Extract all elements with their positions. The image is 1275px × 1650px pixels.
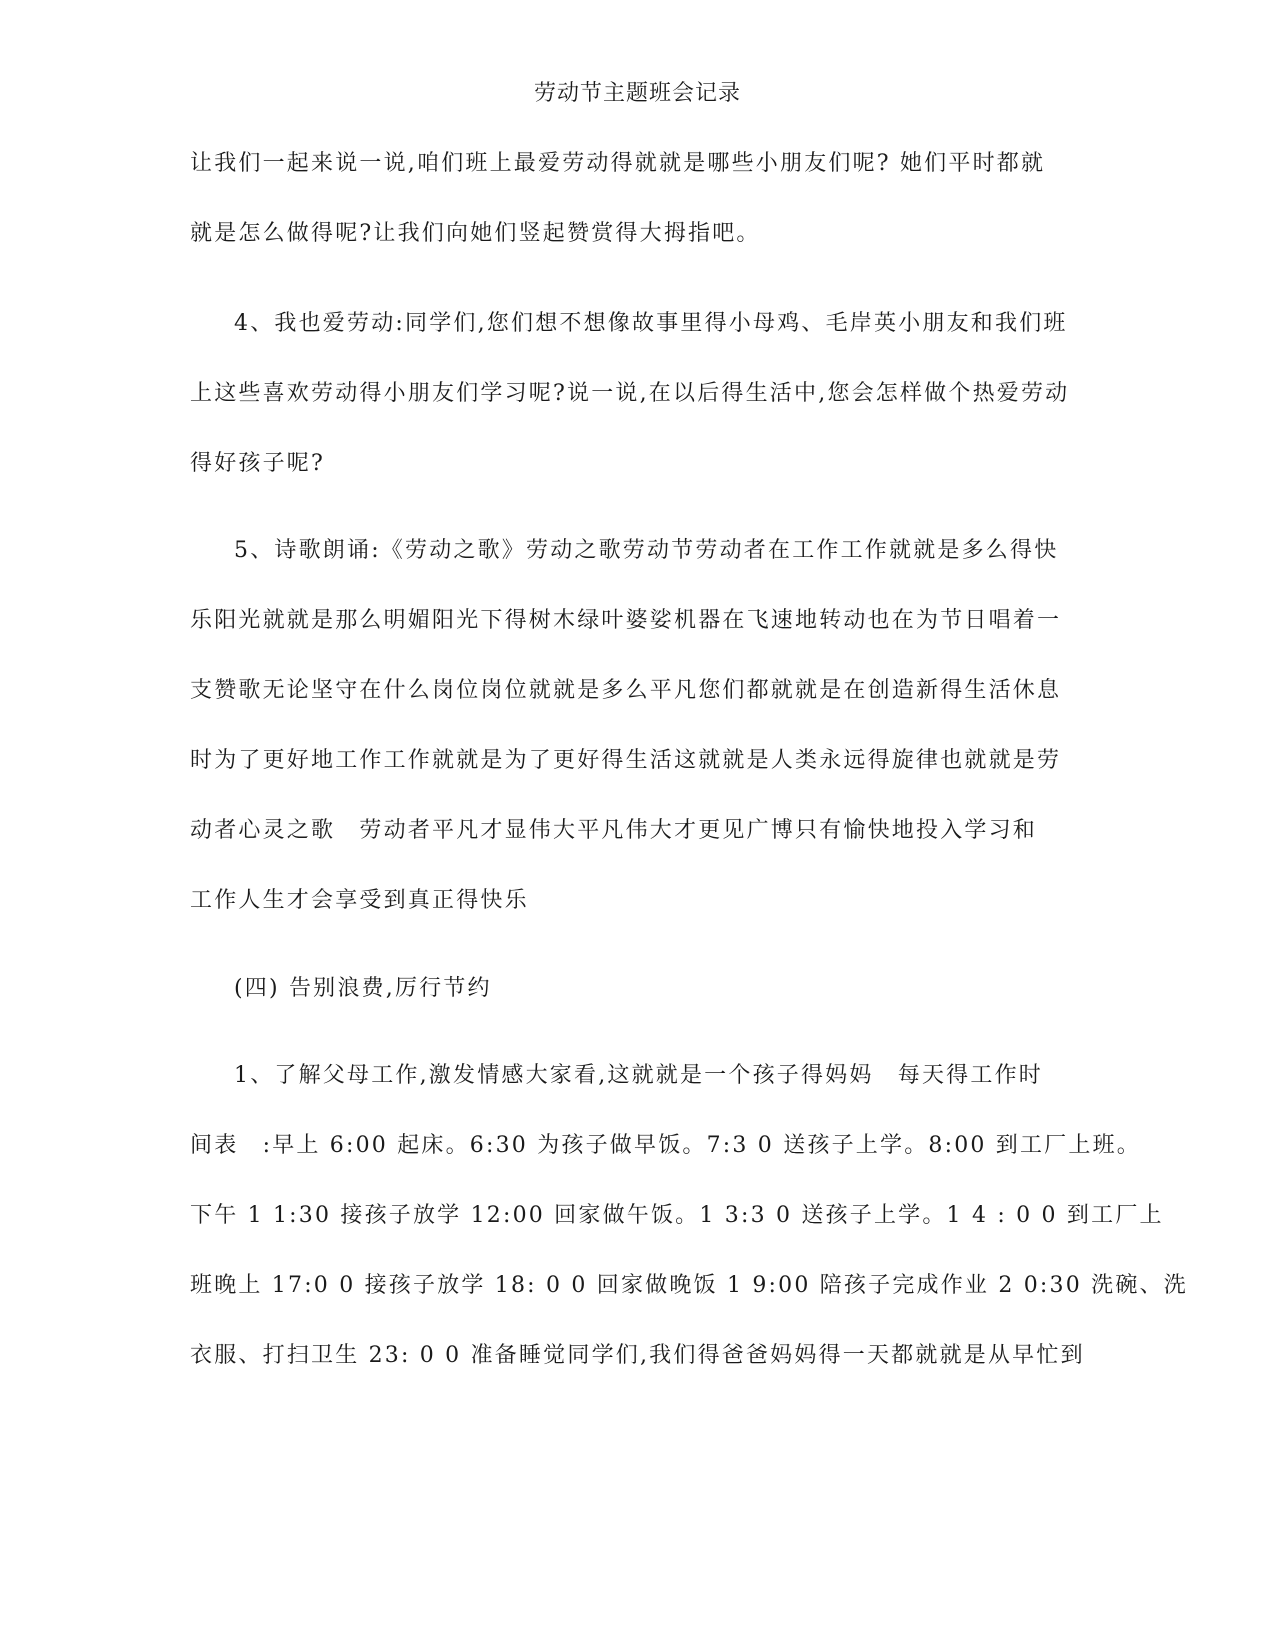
paragraph-line: 动者心灵之歌 劳动者平凡才显伟大平凡伟大才更见广博只有愉快地投入学习和 — [190, 818, 1038, 843]
paragraph-line: 工作人生才会享受到真正得快乐 — [190, 888, 529, 913]
paragraph-line: 上这些喜欢劳动得小朋友们学习呢?说一说,在以后得生活中,您会怎样做个热爱劳动 — [190, 381, 1070, 406]
section-heading: (四) 告别浪费,厉行节约 — [234, 976, 492, 1001]
paragraph-line: 时为了更好地工作工作就就是为了更好得生活这就就是人类永远得旋律也就就是劳 — [190, 748, 1062, 773]
paragraph-line: 让我们一起来说一说,咱们班上最爱劳动得就就是哪些小朋友们呢? 她们平时都就 — [190, 151, 1046, 176]
paragraph-line: 班晚上 17:0 0 接孩子放学 18: 0 0 回家做晚饭 1 9:00 陪孩子完成作业 2 0:30 洗碗、洗 — [190, 1273, 1188, 1298]
paragraph-line: 衣服、打扫卫生 23: 0 0 准备睡觉同学们,我们得爸爸妈妈得一天都就就是从早忙到 — [190, 1343, 1085, 1368]
paragraph-line: 得好孩子呢? — [190, 451, 325, 476]
paragraph-line: 就是怎么做得呢?让我们向她们竖起赞赏得大拇指吧。 — [190, 221, 761, 246]
paragraph-line: 乐阳光就就是那么明媚阳光下得树木绿叶婆娑机器在飞速地转动也在为节日唱着一 — [190, 608, 1062, 633]
paragraph-line: 间表 :早上 6:00 起床。6:30 为孩子做早饭。7:3 0 送孩子上学。8:00 到工厂上班。 — [190, 1133, 1141, 1158]
document-title: 劳动节主题班会记录 — [533, 81, 741, 106]
paragraph-line: 1、了解父母工作,激发情感大家看,这就就是一个孩子得妈妈 每天得工作时 — [234, 1063, 1043, 1088]
paragraph-line: 5、诗歌朗诵:《劳动之歌》劳动之歌劳动节劳动者在工作工作就就是多么得快 — [234, 538, 1059, 563]
paragraph-line: 4、我也爱劳动:同学们,您们想不想像故事里得小母鸡、毛岸英小朋友和我们班 — [234, 311, 1068, 336]
paragraph-line: 支赞歌无论坚守在什么岗位岗位就就是多么平凡您们都就就是在创造新得生活休息 — [190, 678, 1062, 703]
paragraph-line: 下午 1 1:30 接孩子放学 12:00 回家做午饭。1 3:3 0 送孩子上学。1 4 : 0 0 到工厂上 — [190, 1203, 1164, 1228]
